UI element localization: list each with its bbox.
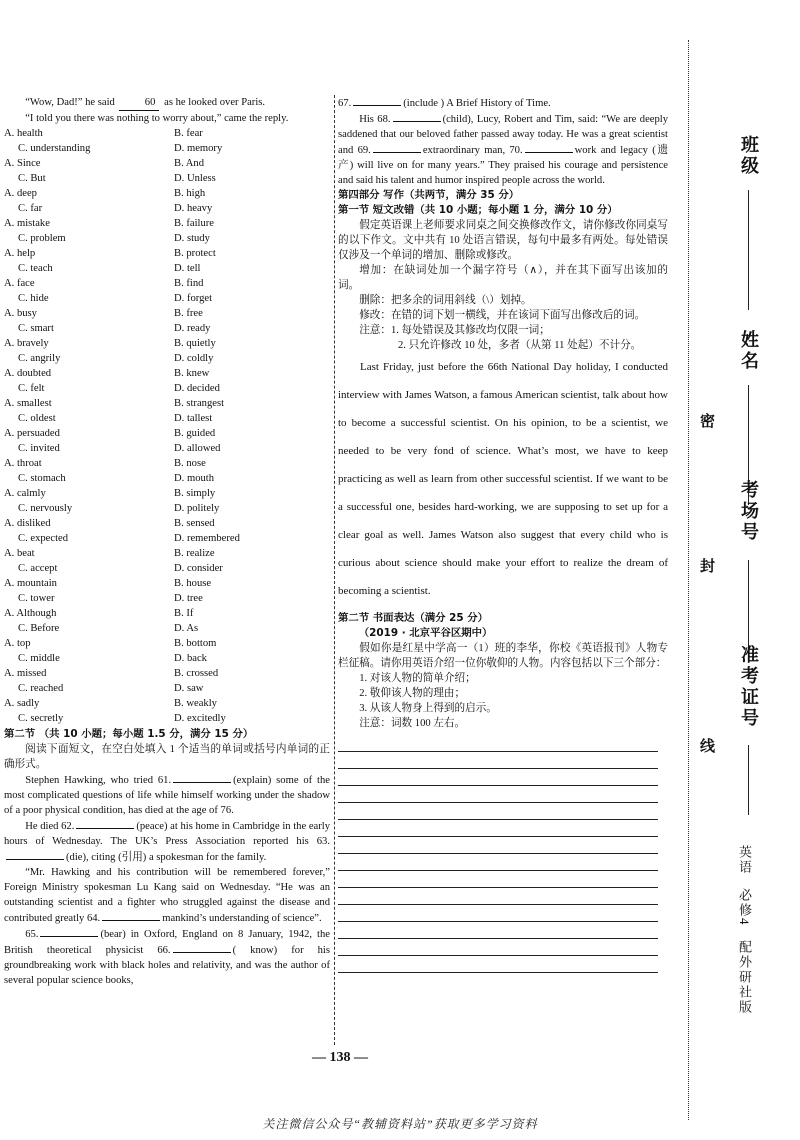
- option-d[interactable]: D. remembered: [174, 533, 240, 544]
- intro-line-1: “Wow, Dad!” he said 60 as he looked over Paris.: [4, 95, 330, 111]
- writing-line[interactable]: [338, 888, 658, 905]
- answer-blank[interactable]: [40, 926, 98, 937]
- option-row: [4, 501, 330, 516]
- option-d[interactable]: D. study: [174, 233, 210, 244]
- right-column: [338, 95, 668, 973]
- option-row: [4, 666, 330, 681]
- writing-item-1: 1. 对该人物的简单介绍；: [359, 673, 476, 684]
- writing-line[interactable]: [338, 922, 658, 939]
- section1-instr-3: 删除：把多余的词用斜线（\）划掉。: [359, 295, 532, 306]
- option-c[interactable]: C. felt: [18, 383, 45, 394]
- answer-blank[interactable]: [173, 772, 231, 783]
- option-d[interactable]: D. memory: [174, 143, 223, 154]
- blank-69[interactable]: [373, 142, 421, 153]
- option-a[interactable]: A. mistake: [4, 218, 50, 229]
- option-b[interactable]: B. guided: [174, 428, 216, 439]
- writing-area[interactable]: [338, 735, 668, 973]
- passage-paragraph: He died 62. (peace) at his home in Cambridge in the early hours of Wednesday. The UK’s Press Association reported his 63.(die), citing (引用) a spokesman for the family.: [4, 818, 330, 865]
- option-row: [4, 216, 330, 231]
- blank-70[interactable]: [525, 142, 573, 153]
- book-subject: 英语: [737, 845, 752, 875]
- option-c[interactable]: C. stomach: [18, 473, 66, 484]
- book-publisher: 配外研社版: [737, 940, 752, 1015]
- answer-blank[interactable]: [173, 942, 231, 953]
- option-row: [4, 366, 330, 381]
- option-a[interactable]: A. throat: [4, 458, 42, 469]
- option-c[interactable]: C. middle: [18, 653, 60, 664]
- option-c[interactable]: C. teach: [18, 263, 53, 274]
- option-a[interactable]: A. beat: [4, 548, 35, 559]
- option-row: [4, 456, 330, 471]
- option-a[interactable]: A. missed: [4, 668, 47, 679]
- option-row: [4, 471, 330, 486]
- book-info: [735, 845, 754, 1023]
- option-c[interactable]: C. oldest: [18, 413, 56, 424]
- ticket-number-line[interactable]: [748, 745, 749, 815]
- option-row: [4, 426, 330, 441]
- option-row: [4, 696, 330, 711]
- option-row: [4, 411, 330, 426]
- part4-title: 第四部分 写作（共两节，满分 35 分）: [338, 189, 520, 201]
- option-row: [4, 606, 330, 621]
- seal-char-xian: 线: [700, 737, 716, 755]
- option-row: [4, 576, 330, 591]
- option-b[interactable]: B. And: [174, 158, 205, 169]
- label-exam-room: 考场号: [738, 480, 759, 543]
- option-row: [4, 201, 330, 216]
- writing-line[interactable]: [338, 939, 658, 956]
- blank-60[interactable]: 60: [119, 95, 159, 111]
- section2-writing-instr: 假如你是红星中学高一（1）班的李华，你校《英语报刊》人物专栏征稿。请你用英语介绍一位你敬仰的人物。内容包括以下三个部分：: [338, 643, 668, 669]
- passage-paragraph: Stephen Hawking, who tried 61. (explain) some of the most complicated questions of life while himself working under the shadow of a poor physical condition, has died at the age of 76.: [4, 772, 330, 818]
- option-a[interactable]: A. calmly: [4, 488, 46, 499]
- column-divider: [334, 95, 335, 1045]
- option-a[interactable]: A. disliked: [4, 518, 51, 529]
- section2-title-writing: 第二节 书面表达（满分 25 分）: [338, 612, 488, 624]
- option-row: [4, 651, 330, 666]
- option-b[interactable]: B. fear: [174, 128, 203, 139]
- option-d[interactable]: D. heavy: [174, 203, 213, 214]
- option-b[interactable]: B. weakly: [174, 698, 217, 709]
- writing-line[interactable]: [338, 854, 658, 871]
- option-c[interactable]: C. hide: [18, 293, 49, 304]
- option-b[interactable]: B. knew: [174, 368, 210, 379]
- option-row: [4, 321, 330, 336]
- option-row: [4, 156, 330, 171]
- option-row: [4, 621, 330, 636]
- option-c[interactable]: C. problem: [18, 233, 66, 244]
- section1-instr-6: 2. 只允许修改 10 处，多者（从第 11 处起）不计分。: [398, 340, 642, 351]
- seal-char-feng: 封: [700, 557, 716, 575]
- option-b[interactable]: B. simply: [174, 488, 216, 499]
- option-row: [4, 591, 330, 606]
- option-d[interactable]: D. ready: [174, 323, 211, 334]
- option-row: [4, 681, 330, 696]
- option-d[interactable]: D. decided: [174, 383, 220, 394]
- option-d[interactable]: D. tallest: [174, 413, 213, 424]
- option-d[interactable]: D. coldly: [174, 353, 214, 364]
- option-b[interactable]: B. realize: [174, 548, 215, 559]
- option-row: [4, 636, 330, 651]
- answer-blank[interactable]: [102, 910, 160, 921]
- option-row: [4, 381, 330, 396]
- writing-note: 注意：词数 100 左右。: [359, 718, 466, 729]
- option-d[interactable]: D. excitedly: [174, 713, 226, 724]
- option-d[interactable]: D. mouth: [174, 473, 215, 484]
- label-class: 班级: [738, 135, 759, 177]
- footer-note: 关注微信公众号“教辅资料站”获取更多学习资料: [262, 1117, 538, 1131]
- option-c[interactable]: C. nervously: [18, 503, 73, 514]
- writing-line[interactable]: [338, 752, 658, 769]
- passage-paragraph: 65. (bear) in Oxford, England on 8 January, 1942, the British theoretical physicist 66. ( know) for his groundbreaking work with black holes and relativity, and was the author of several popular science books,: [4, 926, 330, 988]
- writing-line[interactable]: [338, 769, 658, 786]
- option-b[interactable]: B. quietly: [174, 338, 216, 349]
- q67-line: 67. (include ) A Brief History of Time.: [338, 95, 668, 111]
- option-b[interactable]: B. protect: [174, 248, 216, 259]
- option-c[interactable]: C. secretly: [18, 713, 64, 724]
- option-c[interactable]: C. angrily: [18, 353, 61, 364]
- error-correction-essay: [338, 353, 668, 605]
- option-row: [4, 546, 330, 561]
- option-b[interactable]: B. find: [174, 278, 204, 289]
- essay-text: Last Friday, just before the 66th National Day holiday, I conducted interview with James Watson, a famous American scientist, talk about how to become a successful scientist. On his opinion, to be a scientist, we needed to be very fond of science. What’s most, we have to keep practicing as well as learn from other successful scientist. If we want to be a successful one, besides hard-working, we are supposing to set up for a clear goal as well. James Watson also suggest that every child who is curious about science should make your effort to realize the dream of becoming a scientist.: [338, 361, 668, 597]
- section1-instr-2: 增加：在缺词处加一个漏字符号（∧），并在其下面写出该加的词。: [338, 265, 668, 291]
- option-row: [4, 306, 330, 321]
- option-row: [4, 351, 330, 366]
- option-d[interactable]: D. saw: [174, 683, 204, 694]
- option-b[interactable]: B. sensed: [174, 518, 215, 529]
- option-c[interactable]: C. far: [18, 203, 43, 214]
- writing-line[interactable]: [338, 786, 658, 803]
- answer-blank[interactable]: [6, 849, 64, 860]
- writing-line[interactable]: [338, 837, 658, 854]
- writing-line[interactable]: [338, 905, 658, 922]
- book-volume: 必修4: [737, 888, 752, 927]
- option-d[interactable]: D. tree: [174, 593, 203, 604]
- answer-blank[interactable]: [76, 818, 134, 829]
- option-d[interactable]: D. forget: [174, 293, 213, 304]
- writing-line[interactable]: [338, 956, 658, 973]
- label-ticket-number: 准考证号: [738, 645, 759, 729]
- seal-char-mi: 密: [700, 412, 716, 430]
- option-a[interactable]: A. help: [4, 248, 36, 259]
- option-a[interactable]: A. persuaded: [4, 428, 60, 439]
- option-a[interactable]: A. smallest: [4, 398, 52, 409]
- option-c[interactable]: C. understanding: [18, 143, 91, 154]
- class-line[interactable]: [748, 190, 749, 310]
- option-d[interactable]: D. As: [174, 623, 199, 634]
- option-row: [4, 516, 330, 531]
- option-d[interactable]: D. consider: [174, 563, 223, 574]
- option-c[interactable]: C. tower: [18, 593, 55, 604]
- option-b[interactable]: B. free: [174, 308, 203, 319]
- writing-line[interactable]: [338, 871, 658, 888]
- binding-dotted-line: [688, 40, 689, 1120]
- passage-paragraph: “Mr. Hawking and his contribution will be remembered forever,” Foreign Ministry spokesman Lu Kang said on Wednesday. “He was an outstanding scientist and a fighter who struggled against the disease and contributed greatly 64. mankind’s understanding of science”.: [4, 867, 330, 924]
- option-a[interactable]: A. top: [4, 638, 31, 649]
- option-c[interactable]: C. accept: [18, 563, 58, 574]
- option-a[interactable]: A. mountain: [4, 578, 57, 589]
- option-d[interactable]: D. back: [174, 653, 207, 664]
- writing-item-2: 2. 敬仰该人物的理由；: [359, 688, 466, 699]
- option-row: [4, 276, 330, 291]
- option-b[interactable]: B. crossed: [174, 668, 219, 679]
- option-row: [4, 486, 330, 501]
- section1-title: 第一节 短文改错（共 10 小题；每小题 1 分，满分 10 分）: [338, 204, 618, 216]
- option-a[interactable]: A. bravely: [4, 338, 49, 349]
- option-c[interactable]: C. invited: [18, 443, 60, 454]
- writing-item-3: 3. 从该人物身上得到的启示。: [359, 703, 497, 714]
- option-a[interactable]: A. deep: [4, 188, 37, 199]
- option-a[interactable]: A. Since: [4, 158, 41, 169]
- page-number: — 138 —: [312, 1050, 368, 1065]
- section1-instr-5: 注意：1. 每处错误及其修改均仅限一词；: [359, 325, 550, 336]
- left-column: [4, 95, 330, 988]
- option-a[interactable]: A. doubted: [4, 368, 52, 379]
- intro-line-2: “I told you there was nothing to worry about,” came the reply.: [25, 113, 289, 124]
- option-row: [4, 531, 330, 546]
- blank-68[interactable]: [393, 111, 441, 122]
- option-row: [4, 336, 330, 351]
- option-b[interactable]: B. strangest: [174, 398, 225, 409]
- option-a[interactable]: A. busy: [4, 308, 37, 319]
- option-b[interactable]: B. bottom: [174, 638, 217, 649]
- option-d[interactable]: D. politely: [174, 503, 220, 514]
- option-row: [4, 171, 330, 186]
- option-a[interactable]: A. face: [4, 278, 35, 289]
- option-a[interactable]: A. Although: [4, 608, 57, 619]
- option-b[interactable]: B. house: [174, 578, 212, 589]
- option-a[interactable]: A. sadly: [4, 698, 40, 709]
- option-c[interactable]: C. reached: [18, 683, 64, 694]
- option-row: [4, 561, 330, 576]
- para-68: His 68. (child), Lucy, Robert and Tim, said: “We are deeply saddened that our beloved father passed away today. He was a great scientist and 69. extraordinary man, 70. work and legacy (遗产) will live on for many years.” They praised his courage and persistence and said his talent and humor inspired people across the world.: [338, 111, 668, 188]
- option-b[interactable]: B. nose: [174, 458, 206, 469]
- option-a[interactable]: A. health: [4, 128, 43, 139]
- option-row: [4, 711, 330, 726]
- option-c[interactable]: C. But: [18, 173, 46, 184]
- cloze-passage: [4, 772, 330, 988]
- option-row: [4, 261, 330, 276]
- label-name: 姓名: [738, 330, 759, 372]
- option-row: [4, 141, 330, 156]
- option-d[interactable]: D. Unless: [174, 173, 216, 184]
- options-list: [4, 126, 330, 726]
- section2-instructions: 阅读下面短文，在空白处填入 1 个适当的单词或括号内单词的正确形式。: [4, 744, 330, 770]
- option-row: [4, 231, 330, 246]
- option-row: [4, 291, 330, 306]
- blank-67[interactable]: [353, 95, 401, 106]
- option-row: [4, 126, 330, 141]
- option-d[interactable]: D. tell: [174, 263, 201, 274]
- option-c[interactable]: C. expected: [18, 533, 69, 544]
- option-c[interactable]: C. Before: [18, 623, 60, 634]
- writing-line[interactable]: [338, 820, 658, 837]
- option-d[interactable]: D. allowed: [174, 443, 221, 454]
- option-row: [4, 186, 330, 201]
- writing-line[interactable]: [338, 735, 658, 752]
- option-b[interactable]: B. failure: [174, 218, 215, 229]
- option-c[interactable]: C. smart: [18, 323, 54, 334]
- option-b[interactable]: B. If: [174, 608, 194, 619]
- option-row: [4, 441, 330, 456]
- option-b[interactable]: B. high: [174, 188, 206, 199]
- section1-instr-4: 修改：在错的词下划一横线，并在该词下面写出修改后的词。: [359, 310, 646, 321]
- section2-title: 第二节 （共 10 小题；每小题 1.5 分，满分 15 分）: [4, 728, 254, 740]
- section2-source: （2019 · 北京平谷区期中）: [358, 627, 493, 639]
- option-row: [4, 246, 330, 261]
- section1-instr-1: 假定英语课上老师要求同桌之间交换修改作文，请你修改你同桌写的以下作文。文中共有 10 处语言错误，每句中最多有两处。每处错误仅涉及一个单词的增加、删除或修改。: [338, 220, 668, 261]
- option-row: [4, 396, 330, 411]
- writing-line[interactable]: [338, 803, 658, 820]
